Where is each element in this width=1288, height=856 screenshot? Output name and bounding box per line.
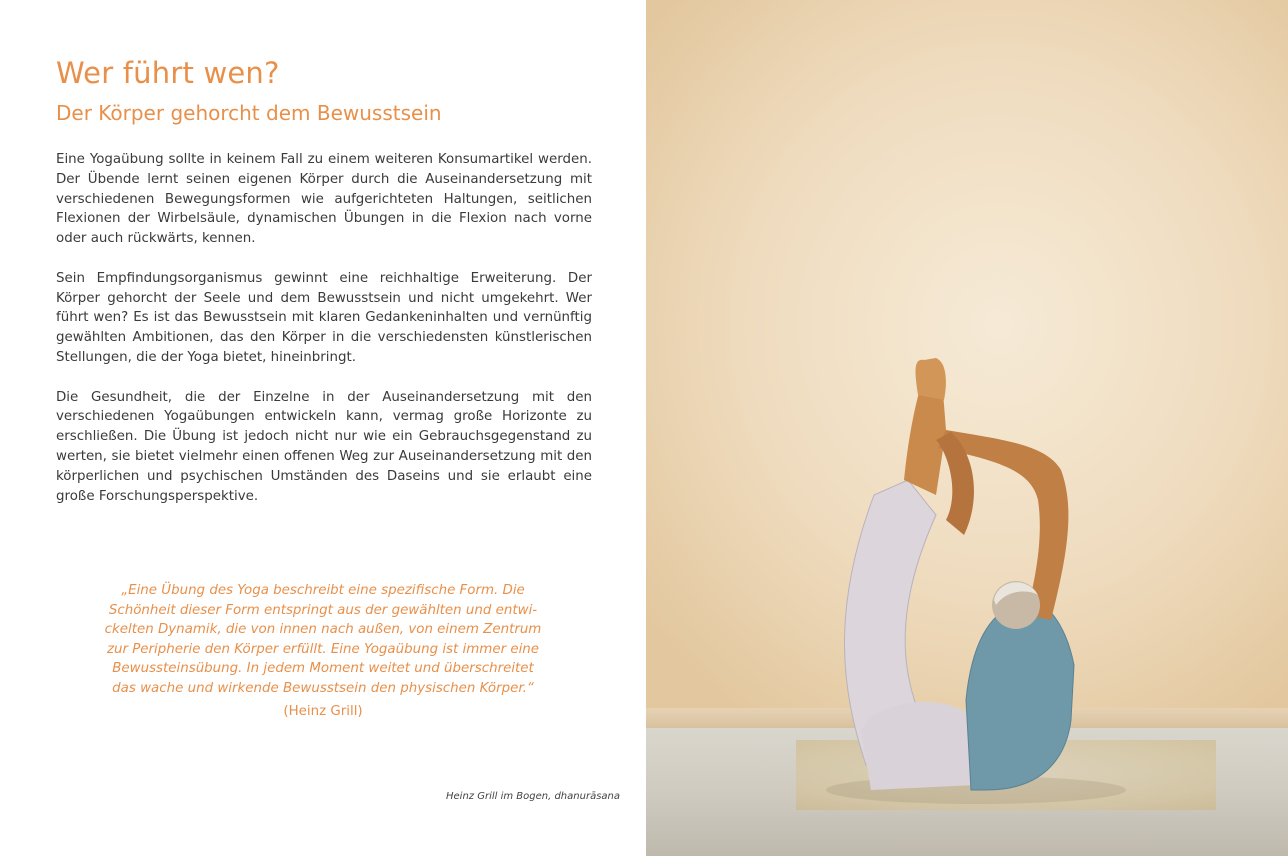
hip	[861, 702, 976, 790]
paragraph: Eine Yogaübung sollte in keinem Fall zu einem weiteren Konsumartikel werden. Der Übende lernt seinen eigenen Körper durch die Auseinandersetzung mit verschiedenen Bewegungsformen wie aufgerichteten Haltungen, seitlichen Flexionen der Wirbelsäule, dynamischen Übungen in die Flexion nach vorne oder auch rückwärts, kennen.	[56, 152, 592, 247]
yoga-figure-bow-pose	[646, 0, 1288, 856]
quote-line: ckelten Dynamik, die von innen nach außen, von einem Zentrum	[104, 622, 542, 638]
quote-line: Bewussteinsübung. In jedem Moment weitet und überschreitet	[112, 661, 534, 677]
quote-line: Schönheit dieser Form entspringt aus der gewählten und entwi-	[108, 602, 538, 618]
quote-line: das wache und wirkende Bewusstsein den physischen Körper.“	[112, 680, 534, 696]
foot	[916, 358, 946, 400]
quote-block	[100, 581, 546, 721]
article-title: Wer führt wen?	[56, 56, 280, 90]
article-subtitle: Der Körper gehorcht dem Bewusstsein	[56, 101, 442, 125]
quote-line: zur Peripherie den Körper erfüllt. Eine Yogaübung ist immer eine	[106, 641, 540, 657]
paragraph: Sein Empfindungsorganismus gewinnt eine reichhaltige Erweiterung. Der Körper gehorcht der Seele und dem Bewusstsein und nicht umgekehrt. Wer führt wen? Es ist das Bewusstsein mit klaren Gedankeninhalten und vernünftig gewählten Ambitionen, das den Körper in die verschiedensten künstlerischen Stellungen, die der Yoga bietet, hineinbringt.	[56, 270, 592, 365]
quote-line: „Eine Übung des Yoga beschreibt eine spezifische Form. Die	[121, 583, 525, 598]
quote-author: (Heinz Grill)	[283, 703, 363, 719]
article-body	[56, 150, 592, 526]
quote-text	[100, 581, 546, 699]
photo-page	[646, 0, 1288, 856]
paragraph: Die Gesundheit, die der Einzelne in der Auseinandersetzung mit den verschiedenen Yogaübungen entwickeln kann, vermag große Horizonte zu erschließen. Die Übung ist jedoch nicht nur wie ein Gebrauchsgegenstand zu werten, sie bietet vielmehr einen offenen Weg zur Auseinandersetzung mit den körperlichen und psychischen Umständen des Daseins und sie erlaubt eine große Forschungsperspektive.	[56, 389, 592, 504]
photo-caption: Heinz Grill im Bogen, dhanurāsana	[446, 791, 620, 802]
